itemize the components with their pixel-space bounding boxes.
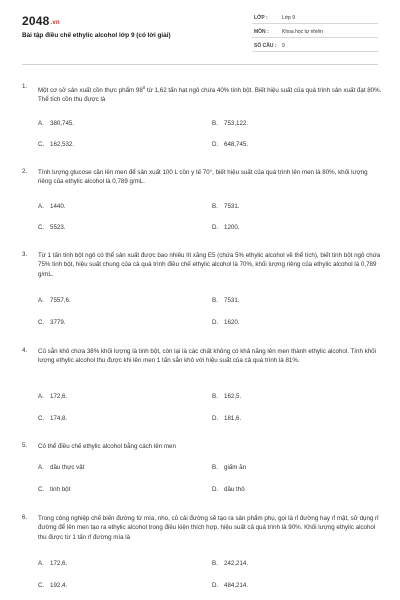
option-d[interactable]: [212, 582, 248, 589]
question-text: Từ 1 tấn tinh bột ngô có thể sản xuất được bao nhiêu lít xăng E5 (chứa 5% ethylic alcohol về thể tích), biết tinh bột ngô chứa 75% tinh bột, hiệu suất chung của cả quá trình điều chế ethylic alcohol là 70%, khối lượng riêng của ethylic alcohol là 0,789 g/mL.: [38, 252, 381, 278]
option-value: giấm ăn: [224, 464, 247, 471]
option-b[interactable]: [212, 464, 246, 471]
option-a[interactable]: [38, 203, 65, 210]
option-label: C.: [38, 319, 45, 326]
option-c[interactable]: [38, 224, 65, 231]
option-label: C.: [38, 582, 45, 589]
option-a[interactable]: [38, 393, 67, 400]
meta-key: LỚP :: [254, 15, 268, 21]
option-value: 1440.: [50, 203, 66, 210]
option-b[interactable]: [212, 560, 248, 567]
option-d[interactable]: [212, 319, 239, 326]
option-label: B.: [212, 560, 218, 567]
logo-text: 2048: [22, 14, 50, 28]
option-value: 192,4.: [50, 582, 68, 589]
option-c[interactable]: [38, 319, 65, 326]
option-value: 7557,6.: [50, 297, 71, 304]
option-label: B.: [212, 297, 218, 304]
option-value: 753,122.: [224, 120, 249, 127]
meta-row-class: [252, 10, 378, 24]
option-b[interactable]: [212, 393, 241, 400]
meta-value: Khoa học tự nhiên: [282, 29, 323, 35]
meta-row-count: [252, 38, 378, 52]
option-label: A.: [38, 560, 44, 567]
option-value: 7531.: [224, 203, 240, 210]
option-d[interactable]: [212, 415, 241, 422]
option-value: 162,5.: [224, 393, 242, 400]
option-label: D.: [212, 415, 219, 422]
option-value: 174,8.: [50, 415, 68, 422]
option-label: D.: [212, 486, 219, 493]
meta-row-subject: [252, 24, 378, 38]
option-label: D.: [212, 224, 219, 231]
option-c[interactable]: [38, 141, 74, 148]
option-value: 1620.: [224, 319, 240, 326]
option-value: dầu thực vật: [50, 464, 85, 471]
option-label: D.: [212, 582, 219, 589]
option-label: B.: [212, 393, 218, 400]
option-label: A.: [38, 203, 44, 210]
question-number: 5.: [22, 442, 28, 449]
option-label: A.: [38, 297, 44, 304]
option-label: D.: [212, 319, 219, 326]
option-a[interactable]: [38, 297, 71, 304]
option-label: D.: [212, 141, 219, 148]
question-text-part: Một cơ sở sản xuất cồn thực phẩm 98: [38, 87, 143, 94]
document-header: [0, 0, 400, 60]
option-label: B.: [212, 464, 218, 471]
option-value: 242,214.: [224, 560, 249, 567]
option-d[interactable]: [212, 486, 245, 493]
question-text: Trong công nghiệp chế biến đường từ mía, nho, củ cải đường sẽ tạo ra sản phẩm phụ, gọi là rỉ đường hay rỉ mật, sử dụng rỉ đường để lên men tạo ra ethylic alcohol trong điều kiện thích hợp, hiệu suất cả quá trình là 90%. Khối lượng ethylic alcohol thu được từ 1 tấn rỉ đường mía là: [38, 515, 379, 541]
option-label: B.: [212, 203, 218, 210]
option-a[interactable]: [38, 120, 74, 127]
option-value: 181,6.: [224, 415, 242, 422]
site-logo[interactable]: [22, 14, 60, 28]
header-divider: [22, 64, 378, 65]
question-text: [38, 83, 382, 105]
option-value: 7531.: [224, 297, 240, 304]
question-text: Có thể điều chế ethylic alcohol bằng cách lên men: [38, 443, 176, 450]
question-text-part: từ 1,62 tấn hạt ngô chứa 40% tinh bột. Biết hiệu suất của quá trình sản xuất đạt 80%. Thể tích cồn thu được là: [38, 87, 382, 104]
option-value: 172,6.: [50, 560, 68, 567]
option-label: B.: [212, 120, 218, 127]
option-value: 1200.: [224, 224, 240, 231]
option-label: A.: [38, 120, 44, 127]
option-c[interactable]: [38, 415, 67, 422]
question-number: 6.: [22, 514, 28, 521]
question-number: 3.: [22, 251, 28, 258]
option-value: 648,745.: [224, 141, 249, 148]
option-label: C.: [38, 486, 45, 493]
option-value: 162,532.: [50, 141, 75, 148]
option-value: tinh bột: [50, 486, 71, 493]
question-text: Củ sắn khô chứa 38% khối lượng là tinh bột, còn lại là các chất không có khả năng lên men thành ethylic alcohol. Tính khối lượng ethylic alcohol thu được khi lên men 1 tấn sắn khô với hiệu suất của cả quá trình là 81%.: [38, 348, 376, 365]
option-d[interactable]: [212, 141, 248, 148]
option-value: 172,6.: [50, 393, 68, 400]
option-value: 3779.: [50, 319, 66, 326]
option-label: A.: [38, 464, 44, 471]
option-value: dầu thô: [224, 486, 245, 493]
question-number: 1.: [22, 83, 28, 90]
option-label: C.: [38, 415, 45, 422]
question-number: 2.: [22, 168, 28, 175]
option-label: C.: [38, 224, 45, 231]
option-label: C.: [38, 141, 45, 148]
option-c[interactable]: [38, 486, 70, 493]
option-value: 380,745.: [50, 120, 75, 127]
option-b[interactable]: [212, 297, 239, 304]
option-a[interactable]: [38, 560, 67, 567]
option-a[interactable]: [38, 464, 84, 471]
meta-value: Lớp 9: [282, 15, 296, 21]
question-text: Tính lượng glucose cần lên men để sản xuất 100 L cồn y tế 70°, biết hiệu suất của quá trình lên men là 80%, khối lượng riêng của ethylic alcohol là 0,789 g/mL.: [38, 169, 368, 186]
option-label: A.: [38, 393, 44, 400]
meta-table: [252, 10, 378, 52]
logo-suffix: .vn: [50, 20, 60, 26]
question-number: 4.: [22, 347, 28, 354]
option-d[interactable]: [212, 224, 239, 231]
option-c[interactable]: [38, 582, 67, 589]
degree-superscript: 0: [142, 85, 146, 90]
option-value: 484,214.: [224, 582, 249, 589]
meta-key: SỐ CÂU :: [254, 43, 277, 49]
option-value: 5523.: [50, 224, 66, 231]
meta-value: 9: [282, 43, 285, 49]
option-b[interactable]: [212, 120, 248, 127]
meta-key: MÔN :: [254, 29, 269, 35]
document-title: Bài tập điều chế ethylic alcohol lớp 9 (có lời giải): [22, 32, 171, 39]
option-b[interactable]: [212, 203, 239, 210]
